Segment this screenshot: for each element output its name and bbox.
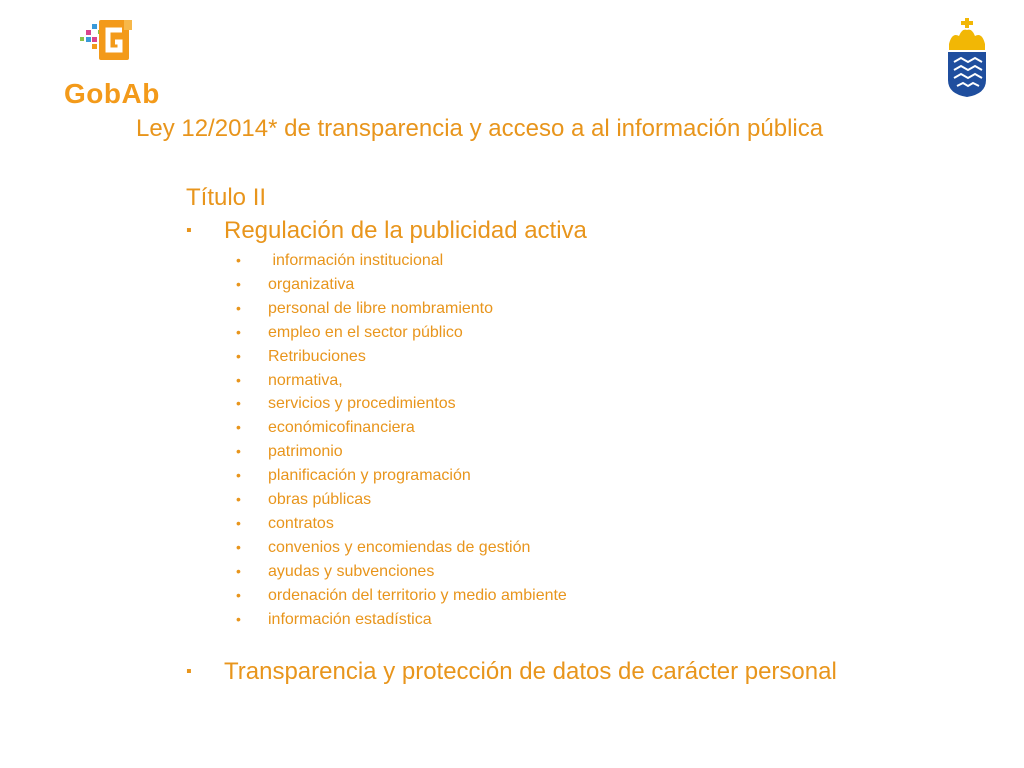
square-bullet-icon: ▪ — [186, 663, 192, 680]
section-label: Regulación de la publicidad activa — [224, 217, 587, 244]
bullet-icon: • — [236, 467, 241, 484]
bullet-icon: • — [236, 252, 241, 268]
subtitle: Título II — [186, 184, 267, 211]
list-item: • convenios y encomiendas de gestión — [236, 536, 567, 560]
list-item: • información institucional — [236, 249, 567, 273]
bullet-icon: • — [236, 323, 241, 340]
list-item: • personal de libre nombramiento — [236, 297, 567, 321]
list-item: • patrimonio — [236, 440, 567, 464]
bullet-icon: • — [236, 443, 241, 460]
section-label: Transparencia y protección de datos de carácter personal — [224, 658, 837, 685]
list-item: • económicofinanciera — [236, 416, 567, 440]
list-item: • obras públicas — [236, 488, 567, 512]
bullet-icon: • — [236, 610, 241, 627]
bullet-icon: • — [236, 419, 241, 436]
list-item: • contratos — [236, 512, 567, 536]
list-item: • ordenación del territorio y medio ambiente — [236, 584, 567, 608]
section-publicidad-activa — [186, 215, 587, 247]
bullet-icon: • — [236, 514, 241, 531]
list-item: • servicios y procedimientos — [236, 392, 567, 416]
list-item: • Retribuciones — [236, 345, 567, 369]
section-proteccion-datos — [186, 656, 837, 688]
bullet-icon: • — [236, 491, 241, 508]
bullet-icon: • — [236, 371, 241, 388]
list-item: • organizativa — [236, 273, 567, 297]
bullet-icon: • — [236, 299, 241, 316]
bullet-icon: • — [236, 395, 241, 412]
gobab-logo-mark — [64, 18, 156, 80]
square-bullet-icon: ▪ — [186, 222, 192, 239]
gobab-logo — [64, 18, 160, 110]
list-item: • normativa, — [236, 369, 567, 393]
bullet-icon: • — [236, 275, 241, 292]
logo-text: GobAb — [64, 78, 160, 109]
bullet-icon: • — [236, 586, 241, 603]
list-item: • ayudas y subvenciones — [236, 560, 567, 584]
bullet-icon: • — [236, 347, 241, 364]
page-title: Ley 12/2014* de transparencia y acceso a al información pública — [136, 115, 824, 142]
bullet-icon: • — [236, 562, 241, 579]
coat-of-arms-icon — [944, 18, 990, 98]
list-item: • información estadística — [236, 608, 567, 632]
bullet-icon: • — [236, 538, 241, 555]
list-item: • empleo en el sector público — [236, 321, 567, 345]
item-list — [236, 249, 567, 632]
list-item: • planificación y programación — [236, 464, 567, 488]
